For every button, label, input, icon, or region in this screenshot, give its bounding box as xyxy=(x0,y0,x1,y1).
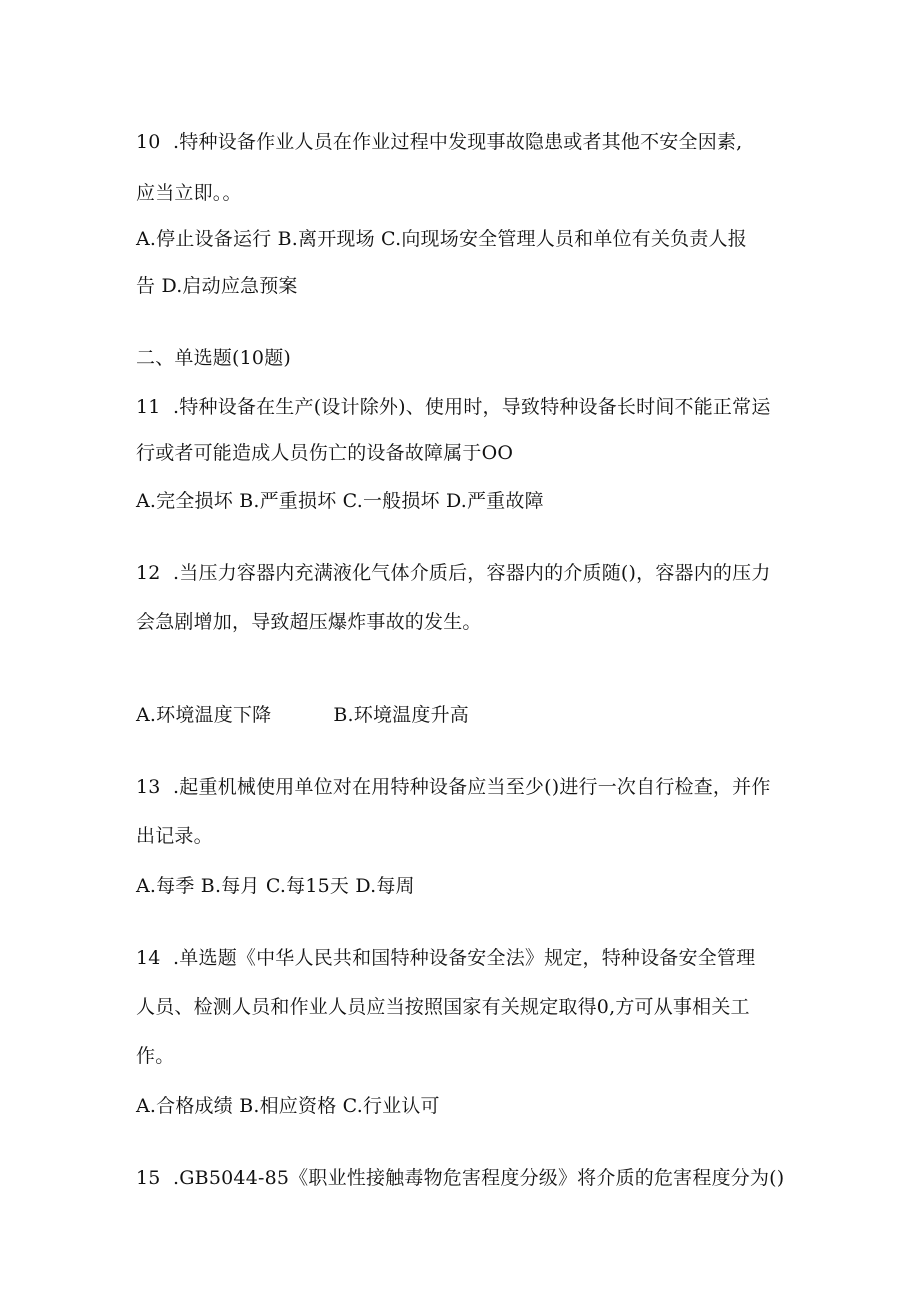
question-12-options xyxy=(136,702,469,728)
question-13-options: A.每季 B.每月 C.每15天 D.每周 xyxy=(136,875,415,897)
question-14-stem-line2: 人员、检测人员和作业人员应当按照国家有关规定取得0,方可从事相关工 xyxy=(136,996,750,1018)
question-12-stem-line1: 12 .当压力容器内充满液化气体介质后，容器内的介质随()，容器内的压力 xyxy=(136,562,771,584)
question-10-options-line1: A.停止设备运行 B.离开现场 C.向现场安全管理人员和单位有关负责人报 xyxy=(136,228,747,250)
question-10-stem-line1: 10 .特种设备作业人员在作业过程中发现事故隐患或者其他不安全因素, xyxy=(136,131,743,153)
question-12-option-a: A.环境温度下降 xyxy=(136,704,272,726)
question-10-stem-line2: 应当立即。。 xyxy=(136,182,242,204)
question-15-stem-line1: 15 .GB5044-85《职业性接触毒物危害程度分级》将介质的危害程度分为() xyxy=(136,1167,785,1189)
question-14-options: A.合格成绩 B.相应资格 C.行业认可 xyxy=(136,1095,440,1117)
question-12-stem-line2: 会急剧增加，导致超压爆炸事故的发生。 xyxy=(136,611,482,633)
question-14-stem-line3: 作。 xyxy=(136,1045,175,1067)
question-10-options-line2: 告 D.启动应急预案 xyxy=(136,275,298,297)
question-14-stem-line1: 14 .单选题《中华人民共和国特种设备安全法》规定，特种设备安全管理 xyxy=(136,947,756,969)
question-11-options: A.完全损坏 B.严重损坏 C.一般损坏 D.严重故障 xyxy=(136,490,544,512)
question-11-stem-line2: 行或者可能造成人员伤亡的设备故障属于OO xyxy=(136,442,514,464)
question-12-option-b: B.环境温度升高 xyxy=(333,704,469,726)
section-heading: 二、单选题(10题) xyxy=(136,347,292,369)
question-13-stem-line1: 13 .起重机械使用单位对在用特种设备应当至少()进行一次自行检查，并作 xyxy=(136,776,771,798)
question-11-stem-line1: 11 .特种设备在生产(设计除外)、使用时，导致特种设备长时间不能正常运 xyxy=(136,396,771,418)
question-13-stem-line2: 出记录。 xyxy=(136,825,213,847)
